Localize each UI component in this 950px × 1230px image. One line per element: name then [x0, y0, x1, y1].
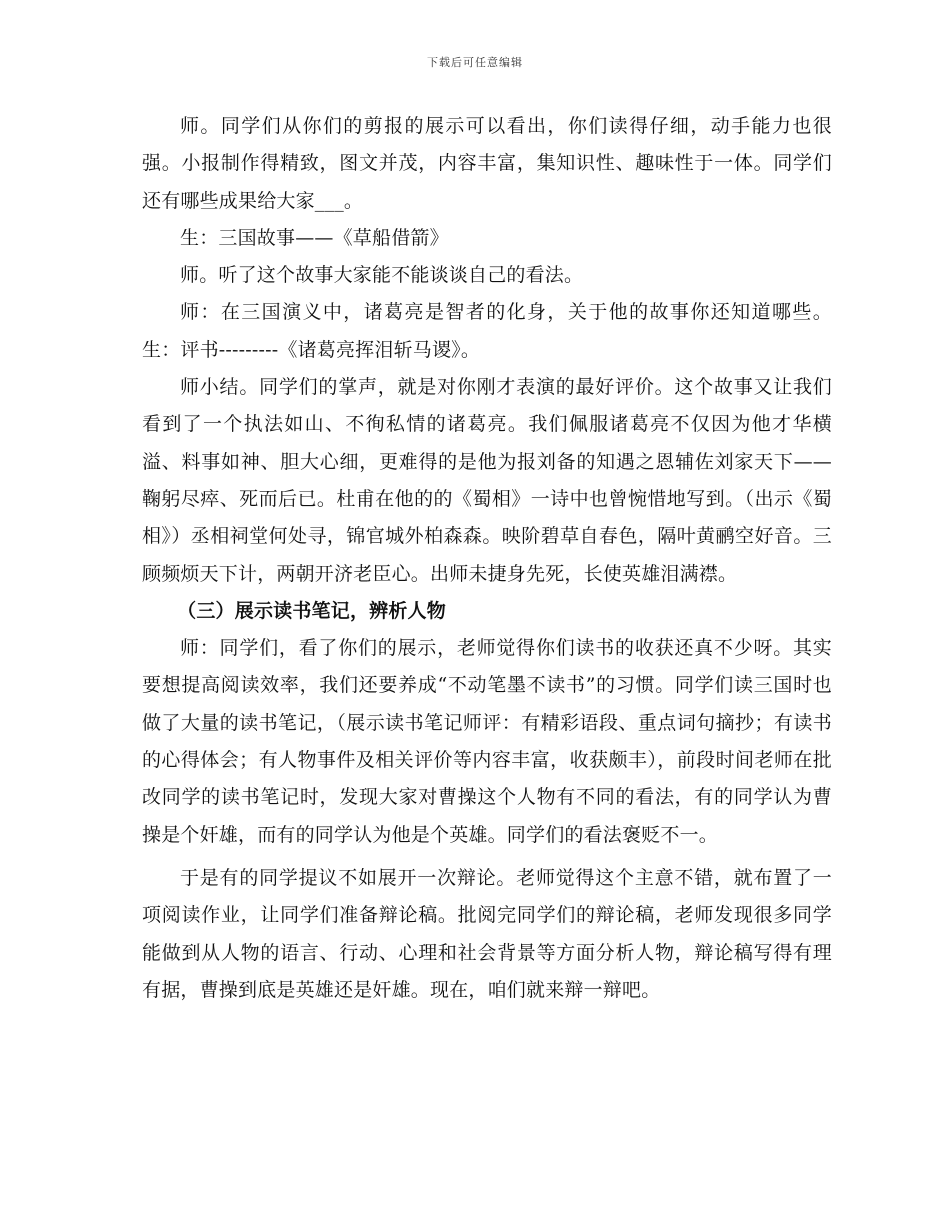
- paragraph-reading-notes: 师：同学们，看了你们的展示，老师觉得你们读书的收获还真不少呀。其实要想提高阅读效率，我们还要养成“不动笔墨不读书”的习惯。同学们读三国时也做了大量的读书笔记，（展示读书笔记师评：有精彩语段、重点词句摘抄；有读书的心得体会；有人物事件及相关评价等内容丰富，收获颇丰），前段时间老师在批改同学的读书笔记时，发现大家对曹操这个人物有不同的看法，有的同学认为曹操是个奸雄，而有的同学认为他是个英雄。同学们的看法褒贬不一。: [142, 637, 832, 846]
- paragraph-zhuge-liang: 师：在三国演义中，诸葛亮是智者的化身，关于他的故事你还知道哪些。生：评书---------《诸葛亮挥泪斩马谡》。: [142, 301, 832, 361]
- paragraph-student-story: 生：三国故事——《草船借箭》: [180, 226, 449, 249]
- section-heading: （三）展示读书笔记，辨析人物: [177, 599, 446, 622]
- paragraph-clippings-praise: 师。同学们从你们的剪报的展示可以看出，你们读得仔细，动手能力也很强。小报制作得精致，图文并茂，内容丰富，集知识性、趣味性于一体。同学们还有哪些成果给大家___。: [142, 115, 832, 212]
- paragraph-teacher-question: 师。听了这个故事大家能不能谈谈自己的看法。: [180, 264, 584, 287]
- document-body: [142, 108, 832, 1009]
- paragraph-teacher-summary: 师小结。同学们的掌声，就是对你刚才表演的最好评价。这个故事又让我们看到了一个执法如山、不徇私情的诸葛亮。我们佩服诸葛亮不仅因为他才华横溢、料事如神、胆大心细，更难得的是他为报刘备的知遇之恩辅佐刘家天下——鞠躬尽瘁、死而后已。杜甫在他的的《蜀相》一诗中也曾惋惜地写到。（出示《蜀相》）丞相祠堂何处寻，锦官城外柏森森。映阶碧草自春色，隔叶黄鹂空好音。三顾频烦天下计，两朝开济老臣心。出师未捷身先死，长使英雄泪满襟。: [142, 376, 832, 585]
- paragraph-debate: 于是有的同学提议不如展开一次辩论。老师觉得这个主意不错，就布置了一项阅读作业，让同学们准备辩论稿。批阅完同学们的辩论稿，老师发现很多同学能做到从人物的语言、行动、心理和社会背景等方面分析人物，辩论稿写得有理有据，曹操到底是英雄还是奸雄。现在，咱们就来辩一辩吧。: [142, 866, 832, 1001]
- page-header: 下载后可任意编辑: [427, 56, 523, 69]
